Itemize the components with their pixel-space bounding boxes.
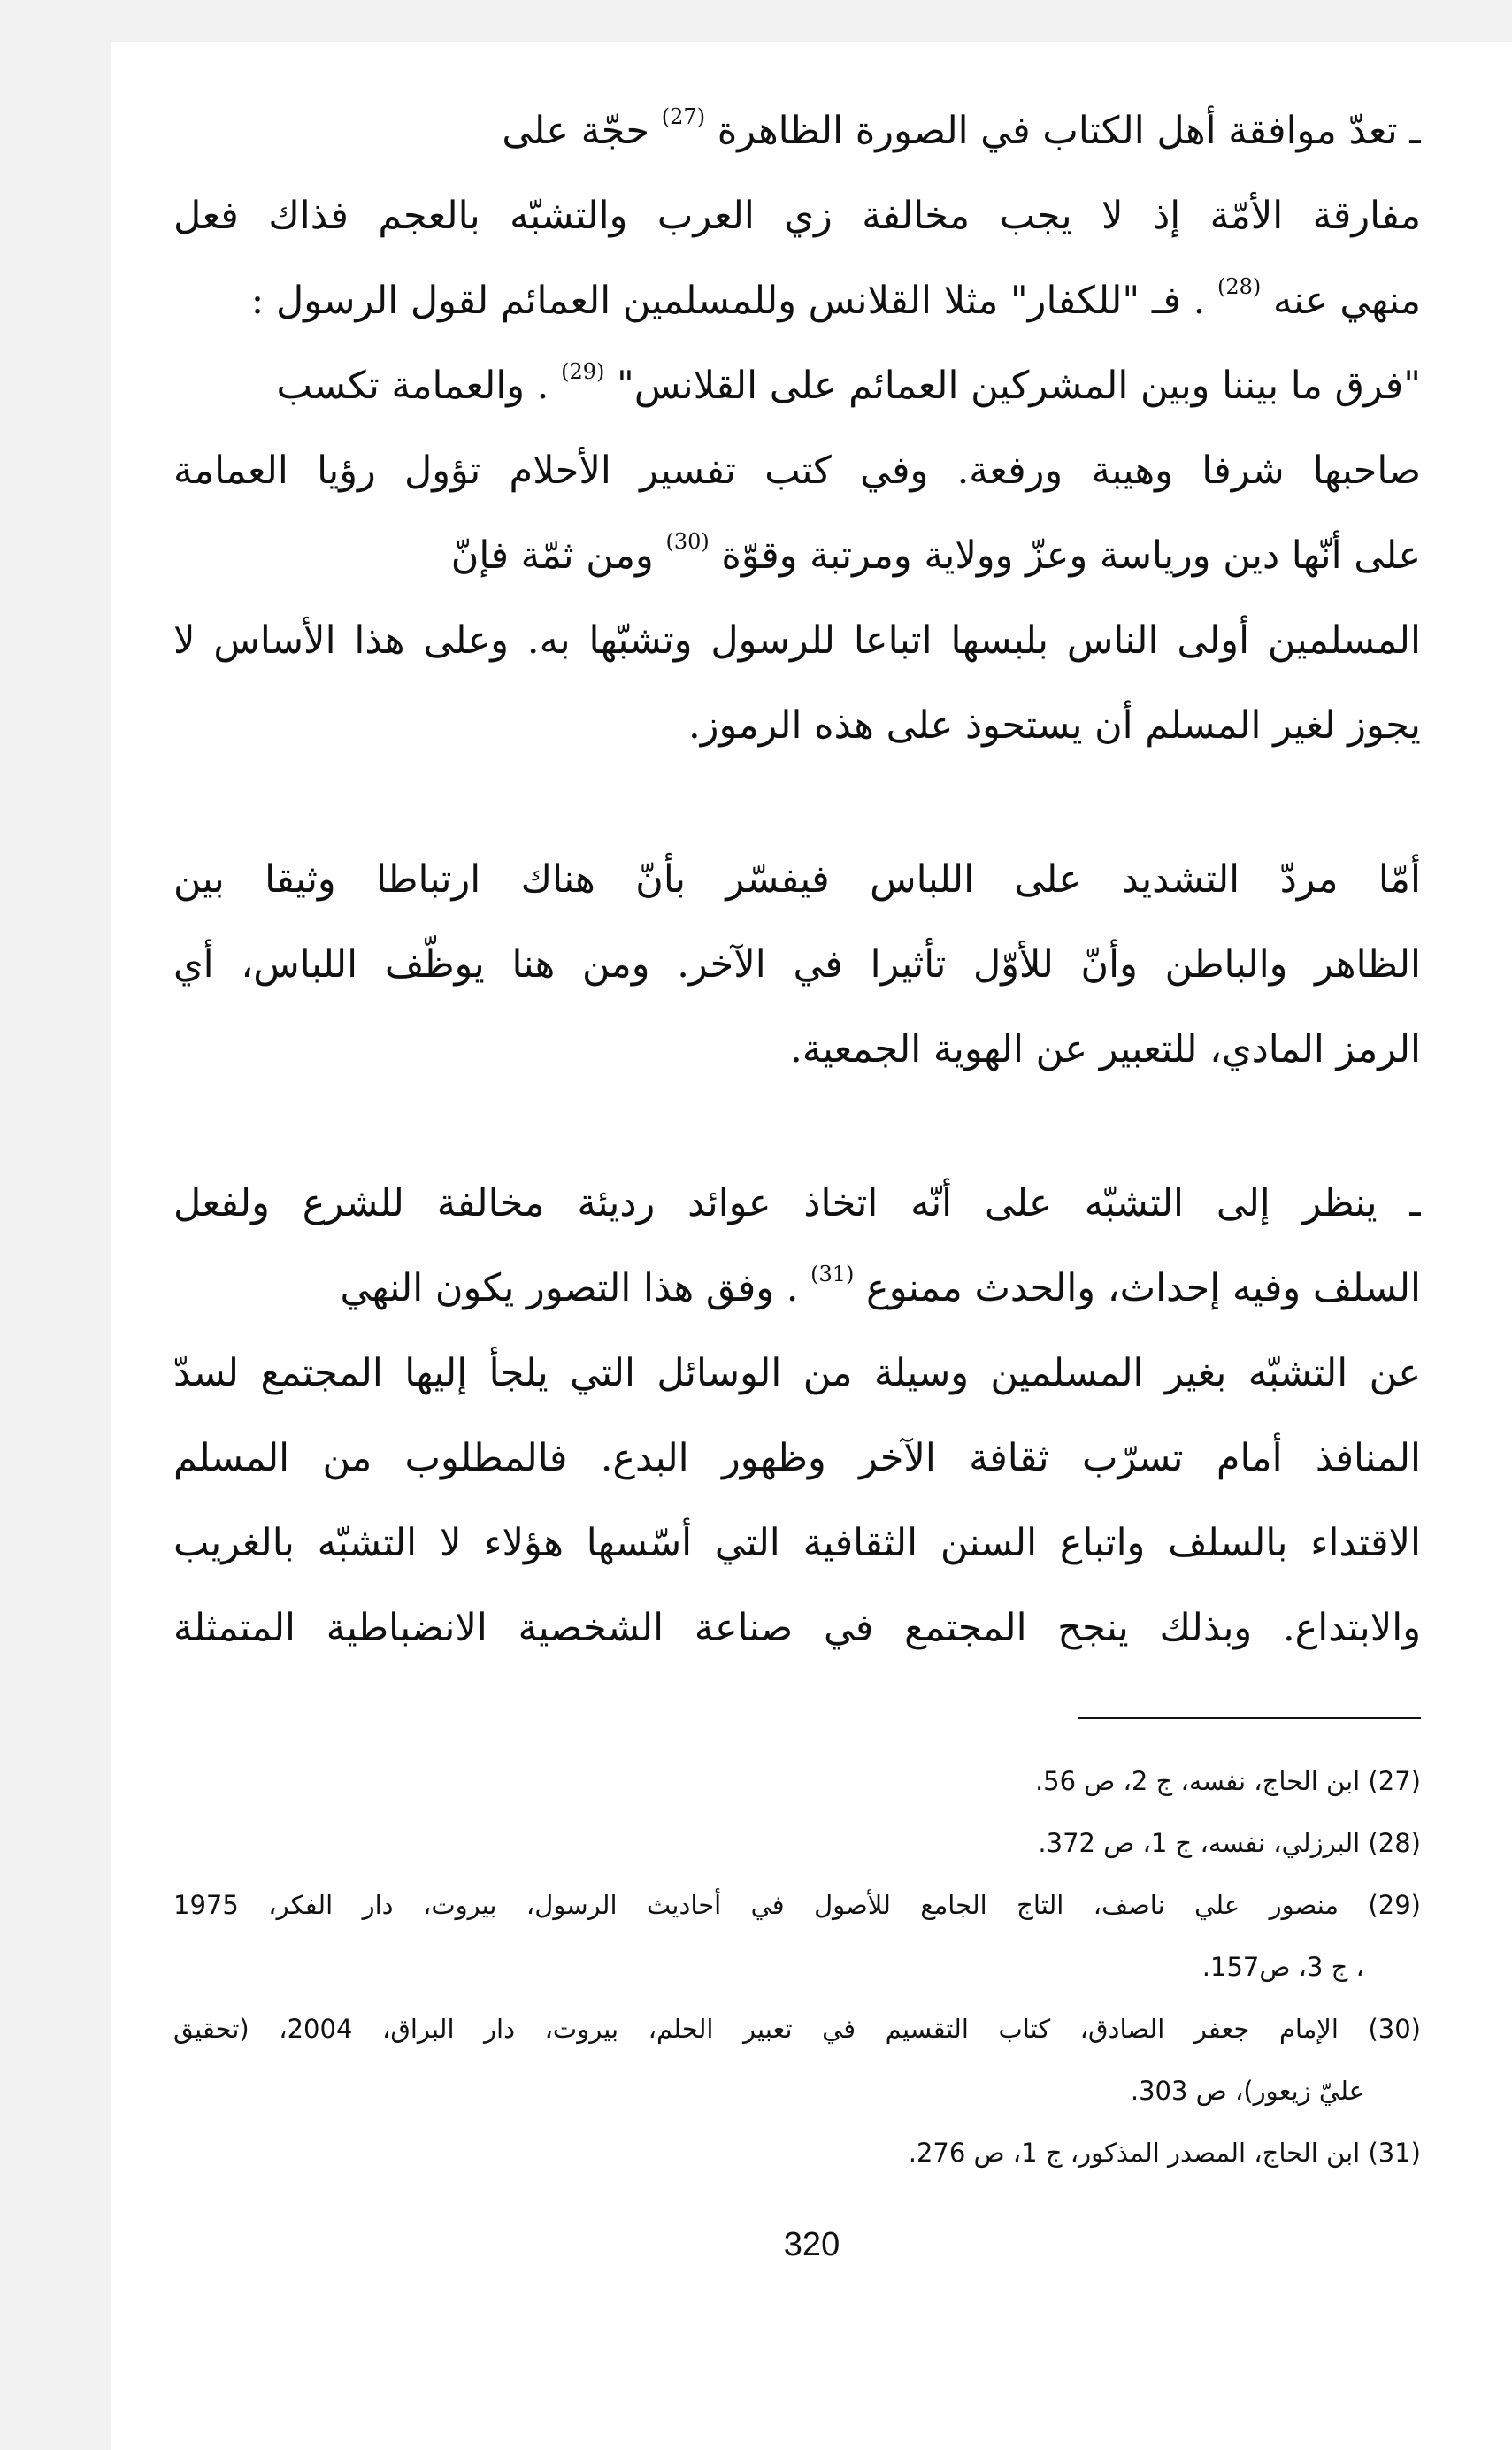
footnote-30: (30) الإمام جعفر الصادق، كتاب التقسيم في تعبير الحلم، بيروت، دار البراق، 2004، (تحقيق: [173, 2014, 1421, 2044]
text-line: صاحبها شرفا وهيبة ورفعة. وفي كتب تفسير الأحلام تؤول رؤيا العمامة: [173, 449, 1421, 493]
paragraph-2: [173, 837, 1421, 1092]
text-segment: "فرق ما بيننا وبين المشركين العمائم على القلانس": [617, 364, 1421, 408]
text-line: عن التشبّه بغير المسلمين وسيلة من الوسائل التي يلجأ إليها المجتمع لسدّ: [173, 1351, 1421, 1395]
text-segment: . وفق هذا التصور يكون النهي: [340, 1266, 799, 1310]
text-line: الاقتداء بالسلف واتباع السنن الثقافية التي أسّسها هؤلاء لا التشبّه بالغريب: [173, 1521, 1421, 1565]
text-segment: ـ تعدّ موافقة أهل الكتاب في الصورة الظاهرة: [717, 109, 1421, 153]
text-line: [173, 1246, 1421, 1331]
footnote-29: (29) منصور علي ناصف، التاج الجامع للأصول في أحاديث الرسول، بيروت، دار الفكر، 1975: [173, 1890, 1421, 1920]
paragraph-spacer: [173, 768, 1421, 837]
text-line: يجوز لغير المسلم أن يستحوذ على هذه الرموز.: [688, 703, 1421, 748]
footnote-27: (27) ابن الحاج، نفسه، ج 2، ص 56.: [1034, 1766, 1421, 1796]
text-segment: السلف وفيه إحداث، والحدث ممنوع: [866, 1266, 1421, 1310]
text-line: المنافذ أمام تسرّب ثقافة الآخر وظهور البدع. فالمطلوب من المسلم: [173, 1436, 1421, 1480]
paragraph-spacer: [173, 1092, 1421, 1161]
text-line: [173, 343, 1421, 428]
footnote-separator: [1078, 1717, 1421, 1719]
text-segment: ومن ثمّة فإنّ: [450, 534, 654, 578]
footnote-ref-27[interactable]: (27): [661, 104, 706, 129]
text-line: المسلمين أولى الناس بلبسها اتباعا للرسول وتشبّها به. وعلى هذا الأساس لا: [173, 618, 1421, 663]
text-line: [173, 513, 1421, 598]
footnotes: [173, 1750, 1421, 2184]
paragraph-3: [173, 1161, 1421, 1670]
paragraph-1: [173, 88, 1421, 768]
footnote-ref-29[interactable]: (29): [561, 359, 605, 384]
footnote-30-continued: عليّ زيعور)، ص 303.: [1130, 2076, 1364, 2106]
text-line: ـ ينظر إلى التشبّه على أنّه اتخاذ عوائد رديئة مخالفة للشرع ولفعل: [173, 1181, 1421, 1225]
footnote-ref-28[interactable]: (28): [1217, 274, 1262, 299]
text-line: والابتداع. وبذلك ينجح المجتمع في صناعة الشخصية الانضباطية المتمثلة: [173, 1606, 1421, 1650]
text-segment: . والعمامة تكسب: [276, 364, 549, 408]
text-line: الرمز المادي، للتعبير عن الهوية الجمعية.: [790, 1027, 1421, 1071]
document-page: [111, 42, 1512, 2450]
footnote-31: (31) ابن الحاج، المصدر المذكور، ج 1، ص 276.: [908, 2138, 1421, 2168]
text-line: [173, 258, 1421, 343]
text-line: مفارقة الأمّة إذ لا يجب مخالفة زي العرب والتشبّه بالعجم فذاك فعل: [173, 194, 1421, 238]
footnote-ref-31[interactable]: (31): [810, 1262, 855, 1286]
text-segment: . فـ "للكفار" مثلا القلانس وللمسلمين العمائم لقول الرسول :: [250, 279, 1206, 323]
text-line: الظاهر والباطن وأنّ للأوّل تأثيرا في الآخر. ومن هنا يوظّف اللباس، أي: [173, 942, 1421, 987]
footnote-28: (28) البرزلي، نفسه، ج 1، ص 372.: [1038, 1828, 1421, 1858]
main-text: [173, 88, 1421, 1670]
text-segment: حجّة على: [502, 109, 650, 153]
text-segment: على أنّها دين ورياسة وعزّ وولاية ومرتبة وقوّة: [721, 534, 1421, 578]
text-segment: منهي عنه: [1272, 279, 1421, 323]
text-line: [173, 88, 1421, 173]
page-number: 320: [783, 2226, 840, 2263]
footnote-29-continued: ، ج 3، ص157.: [1201, 1952, 1364, 1982]
footnote-ref-30[interactable]: (30): [665, 529, 710, 554]
text-line: أمّا مردّ التشديد على اللباس فيفسّر بأنّ هناك ارتباطا وثيقا بين: [173, 857, 1421, 902]
